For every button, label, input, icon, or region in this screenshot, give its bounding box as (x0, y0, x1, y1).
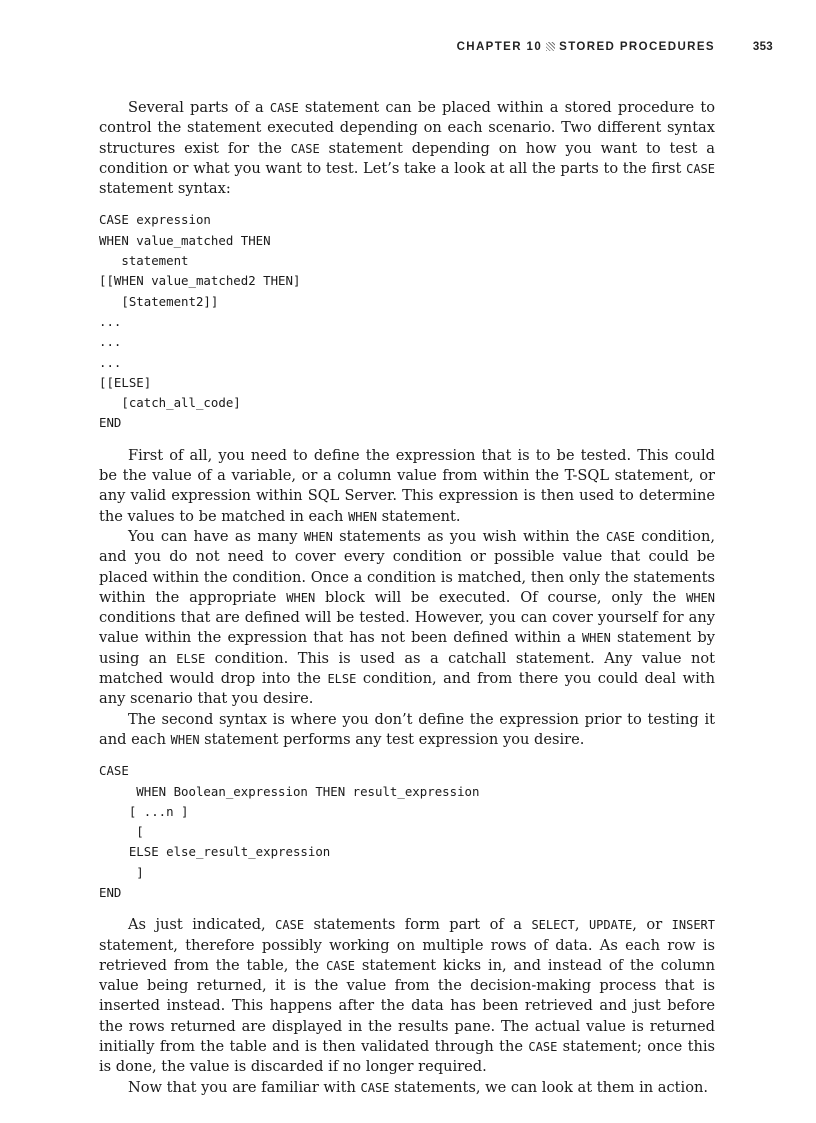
code-listing-1: CASE expression WHEN value_matched THEN statement [[WHEN value_matched2 THEN] [Statement2]] ... ... ... [[ELSE] [catch_all_code] END (99, 212, 301, 431)
section-label: STORED PROCEDURES (559, 41, 715, 53)
paragraph: Several parts of a CASE statement can be placed within a stored procedure to control the statement executed depending on each scenario. Two different syntax structures exist for the CASE statement depending on how you want to test a condition or what you want to test. Let’s take a look at all the parts to the first CASE statement syntax: (99, 99, 715, 198)
chapter-label: CHAPTER 10 (456, 41, 543, 53)
paragraph: You can have as many WHEN statements as you wish within the CASE condition, and you do not need to cover every condition or possible value that could be placed within the condition. Once a condition is matched, then only the statements within the appropriate WHEN block will be executed. Of course, only the WHEN conditions that are defined will be tested. However, you can cover yourself for any value within the expression that has not been defined within a WHEN statement by using an ELSE condition. This is used as a catchall statement. Any value not matched would drop into the ELSE condition, and from there you could deal with any scenario that you desire. (99, 527, 716, 708)
paragraph: Now that you are familiar with CASE statements, we can look at them in action. (128, 1078, 709, 1096)
paragraph: First of all, you need to define the expression that is to be tested. This could be the value of a variable, or a column value from within the T-SQL statement, or any valid expression within SQL Server. This expression is then used to determine the values to be matched in each WHEN statement. (99, 446, 715, 525)
body-text (99, 98, 715, 1098)
page-number: 353 (752, 41, 773, 53)
separator-icon (546, 42, 555, 51)
paragraph: The second syntax is where you don’t define the expression prior to testing it and each WHEN statement performs any test expression you desire. (99, 710, 715, 748)
chapter-title (457, 41, 715, 53)
code-listing-2: CASE WHEN Boolean_expression THEN result_expression [ ...n ] [ ELSE else_result_expression ] END (99, 763, 480, 900)
paragraph: As just indicated, CASE statements form part of a SELECT, UPDATE, or INSERT statement, therefore possibly working on multiple rows of data. As each row is retrieved from the table, the CASE statement kicks in, and instead of the column value being returned, it is the value from the decision-making process that is inserted instead. This happens after the data has been retrieved and just before the rows returned are displayed in the results pane. The actual value is returned initially from the table and is then validated through the CASE statement; once this is done, the value is discarded if no longer required. (99, 916, 715, 1076)
